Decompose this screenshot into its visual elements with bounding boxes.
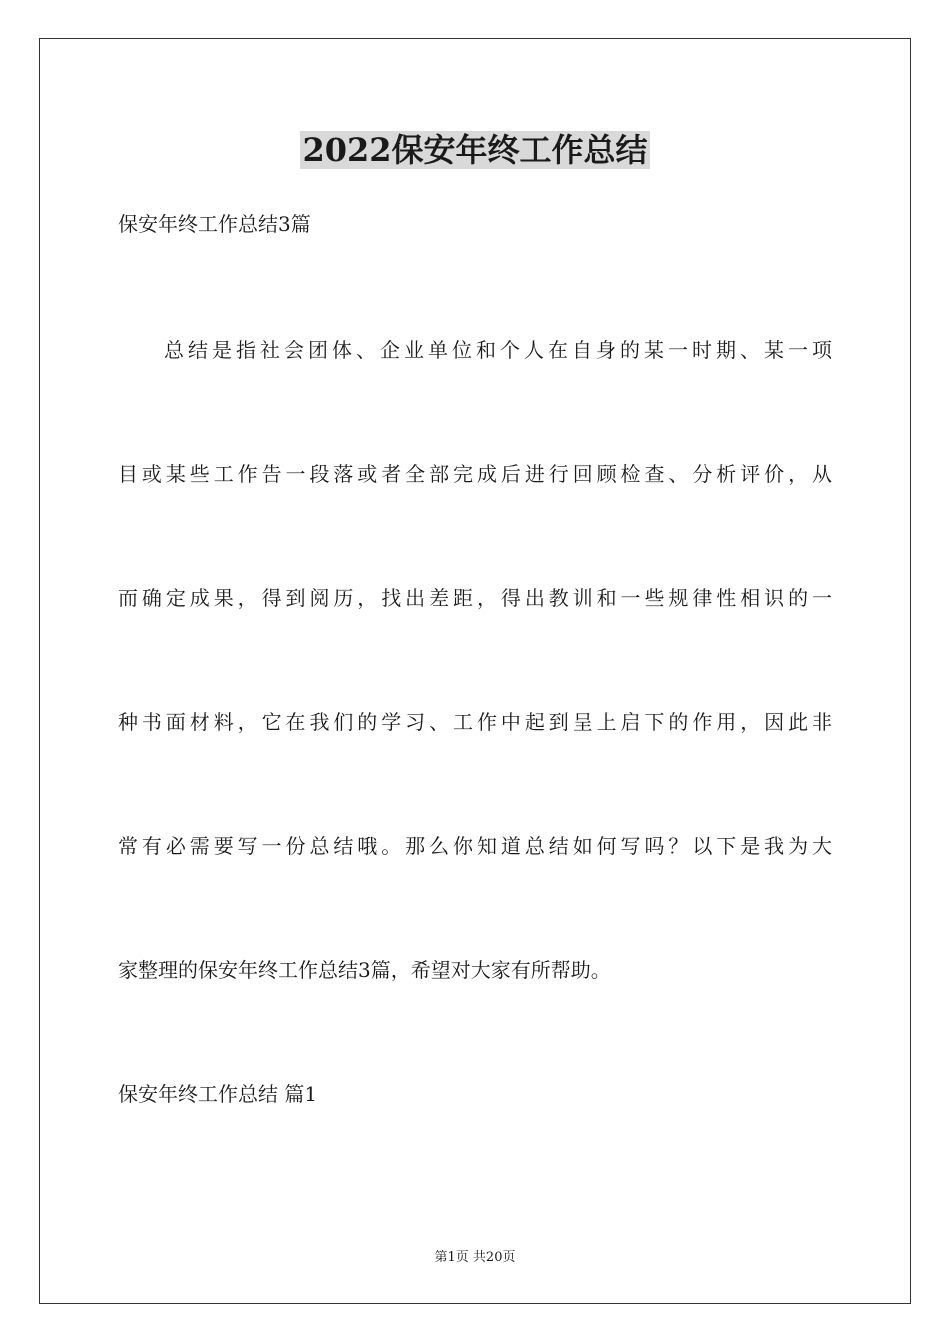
paragraph-line: 种书面材料，它在我们的学习、工作中起到呈上启下的作用，因此非 [118,710,832,734]
paragraph-line: 家整理的保安年终工作总结3篇，希望对大家有所帮助。 [118,958,611,982]
document-subtitle: 保安年终工作总结3篇 [118,212,311,236]
paragraph-line: 而确定成果，得到阅历，找出差距，得出教训和一些规律性相识的一 [118,586,832,610]
section-heading: 保安年终工作总结 篇1 [118,1082,318,1106]
paragraph-line: 常有必需要写一份总结哦。那么你知道总结如何写吗？以下是我为大 [118,834,832,858]
document-title [0,128,950,172]
paragraph-line: 总结是指社会团体、企业单位和个人在自身的某一时期、某一项 [164,338,832,362]
document-title-text: 2022保安年终工作总结 [302,131,648,169]
paragraph-line: 目或某些工作告一段落或者全部完成后进行回顾检查、分析评价，从 [118,462,832,486]
page-number-footer: 第1页 共20页 [434,1250,516,1265]
